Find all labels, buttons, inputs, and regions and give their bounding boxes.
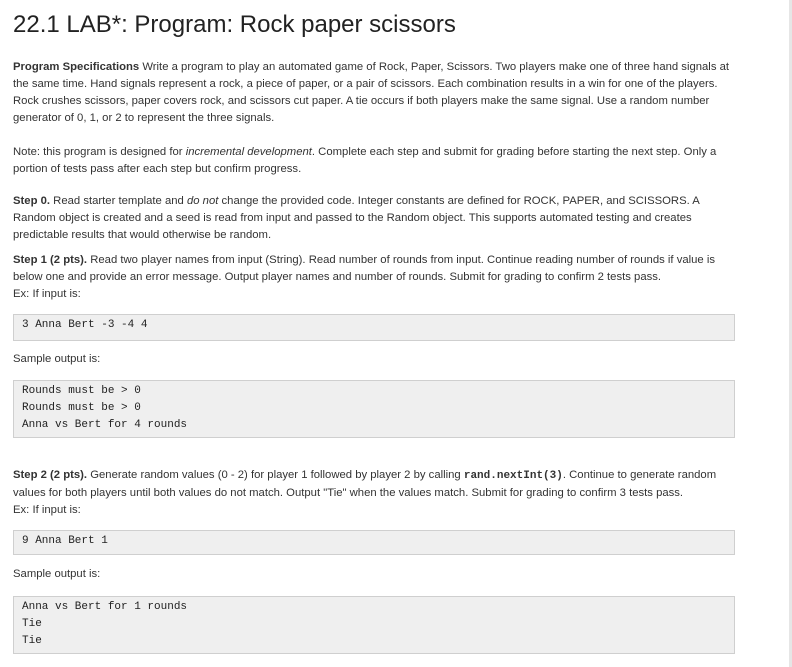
step-0-emphasis: do not bbox=[186, 195, 219, 207]
note-text-before: Note: this program is designed for bbox=[13, 146, 186, 158]
step-2-text-after: . Continue to generate random values for both players until both values do not match. Output "Tie" when the values match. Submit for grading to confirm 3 tests pass. bbox=[13, 469, 717, 499]
step-1-example-label: Ex: If input is: bbox=[13, 288, 81, 300]
incremental-note bbox=[13, 144, 741, 178]
step-2-output-block bbox=[13, 596, 735, 654]
step-1 bbox=[13, 252, 741, 303]
code-line: Tie bbox=[22, 618, 42, 630]
step-1-text: Read two player names from input (String). Read number of rounds from input. Continue reading number of rounds if value is below one and provide an error message. Output player names and number of rounds. Submit for grading to confirm 2 tests pass. bbox=[13, 254, 716, 283]
note-emphasis: incremental development bbox=[185, 146, 312, 158]
step-0-label: Step 0. bbox=[13, 195, 51, 207]
code-line: Anna vs Bert for 4 rounds bbox=[22, 419, 188, 431]
step-0 bbox=[13, 193, 741, 244]
step-2-text-before: Generate random values (0 - 2) for player 1 followed by player 2 by calling bbox=[87, 469, 464, 481]
code-line: 3 Anna Bert -3 -4 4 bbox=[22, 319, 148, 331]
step-2-label: Step 2 (2 pts). bbox=[13, 469, 88, 481]
code-line: Rounds must be > 0 bbox=[22, 402, 141, 414]
program-specifications bbox=[13, 59, 741, 127]
step-1-input-block bbox=[13, 314, 735, 341]
page-title: 22.1 LAB*: Program: Rock paper scissors bbox=[13, 11, 456, 38]
step-1-output-block bbox=[13, 380, 735, 438]
spec-text: Write a program to play an automated game of Rock, Paper, Scissors. Two players make one of three hand signals at the same time. Hand signals represent a rock, a piece of paper, or a pair of scissors. Each combination results in a win for one of the players. Rock crushes scissors, paper covers rock, and scissors cut paper. A tie occurs if both players make the same signal. Use a random number generator of 0, 1, or 2 to represent the three signals. bbox=[13, 61, 730, 124]
code-line: 9 Anna Bert 1 bbox=[22, 535, 108, 547]
code-line: Tie bbox=[22, 635, 42, 647]
step-2 bbox=[13, 467, 741, 519]
step-2-example-label: Ex: If input is: bbox=[13, 504, 81, 516]
note-text-after: . Complete each step and submit for grading before starting the next step. Only a portion of tests pass after each step but confirm progress. bbox=[13, 146, 717, 175]
spec-label: Program Specifications bbox=[13, 61, 140, 73]
step-2-sample-label: Sample output is: bbox=[13, 568, 101, 580]
step-2-code: rand.nextInt(3) bbox=[463, 470, 563, 482]
step-2-input-block bbox=[13, 530, 735, 555]
step-1-label: Step 1 (2 pts). bbox=[13, 254, 88, 266]
step-0-text-after: change the provided code. Integer constants are defined for ROCK, PAPER, and SCISSORS. A Random object is created and a seed is read from input and passed to the Random object. This supports automated testing and creates predictable results that would otherwise be random. bbox=[13, 195, 700, 241]
code-line: Anna vs Bert for 1 rounds bbox=[22, 601, 188, 613]
code-line: Rounds must be > 0 bbox=[22, 385, 141, 397]
step-1-sample-label: Sample output is: bbox=[13, 353, 101, 365]
step-0-text-before: Read starter template and bbox=[50, 195, 187, 207]
